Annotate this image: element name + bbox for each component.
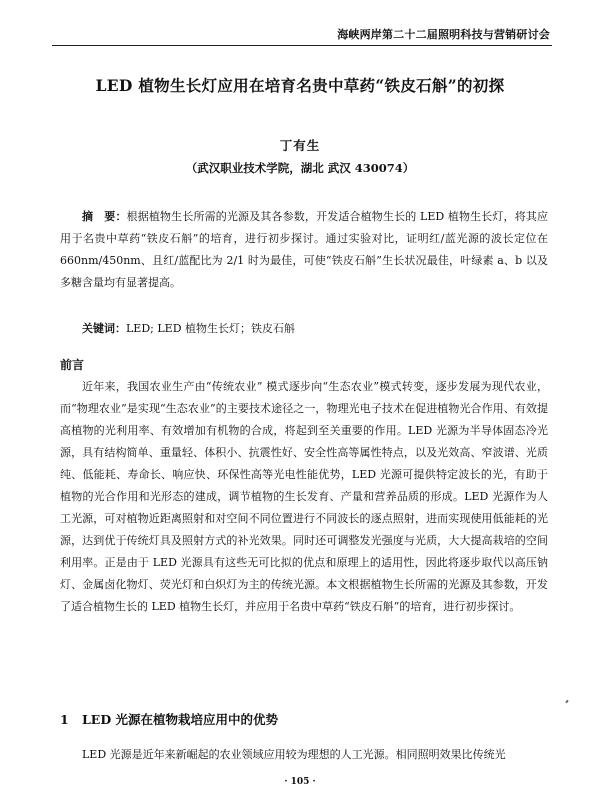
intro-heading: 前言 (60, 358, 85, 372)
keywords (60, 318, 570, 340)
scan-speck (565, 700, 568, 704)
section-1-heading (60, 710, 278, 728)
intro-paragraph: 近年来，我国农业生产由“传统农业” 模式逐步向“生态农业”模式转变，逐步发展为现代农业，而“物理农业”是实现“生态农业”的主要技术途径之一，物理光电子技术在促进植物光合作用、有效提高植物的光利用率、有效增加有机物的合成，将起到至关重要的作用。LED 光源为半导体固态冷光源，具有结构简单、重量轻、体积小、抗震性好、安全性高等属性特点，以及光效高、窄波谱、光质纯、低能耗、寿命长、响应快、环保性高等光电性能优势，LED 光源可提供特定波长的光，有助于植物的光合作用和光形态的建成，调节植物的生长发育、产量和营养品质的形成。LED 光源作为人工光源，可对植物近距离照射和对空间不同位置进行不同波长的逐点照射，进而实现使用低能耗的光源，达到优于传统灯具及照射方式的补光效果。同时还可调整发光强度与光质，大大提高栽培的空间利用率。正是由于 LED 光源具有这些无可比拟的优点和原理上的适用性，因此将逐步取代以高压钠灯、金属卤化物灯、荧光灯和白炽灯为主的传统光源。本文根据植物生长所需的光源及其参数，开发了适合植物生长的 LED 植物生长灯，并应用于名贵中草药“铁皮石斛”的培育，进行初步探讨。 (60, 380, 548, 613)
abstract (60, 206, 548, 294)
keywords-label: 关键词： (82, 322, 126, 335)
running-header: 海峡两岸第二十二届照明科技与营销研讨会 (337, 28, 550, 41)
header-rule (52, 45, 552, 46)
section-1-title: LED 光源在植物栽培应用中的优势 (82, 712, 279, 727)
keywords-text: LED; LED 植物生长灯；铁皮石斛 (126, 322, 296, 335)
author-name: 丁有生 (279, 138, 321, 153)
section-1-paragraph: LED 光源是近年来新崛起的农业领域应用较为理想的人工光源。相同照明效果比传统光 (82, 748, 506, 761)
section-1-number: 1 (60, 712, 69, 727)
author-affiliation: （武汉职业技术学院，湖北 武汉 430074） (185, 161, 415, 175)
paper-title: LED 植物生长灯应用在培育名贵中草药“铁皮石斛”的初探 (95, 76, 505, 95)
page-number: · 105 · (284, 777, 316, 787)
abstract-label: 摘 要： (82, 210, 127, 223)
abstract-text: 根据植物生长所需的光源及其各参数，开发适合植物生长的 LED 植物生长灯，将其应用于名贵中草药“铁皮石斛”的培育，进行初步探讨。通过实验对比，证明红/蓝光源的波长定位在 660nm/450nm、且红/蓝配比为 2/1 时为最佳，可使“铁皮石斛”生长状况最佳，叶绿素 a、b 以及多糖含量均有显著提高。 (60, 210, 548, 289)
